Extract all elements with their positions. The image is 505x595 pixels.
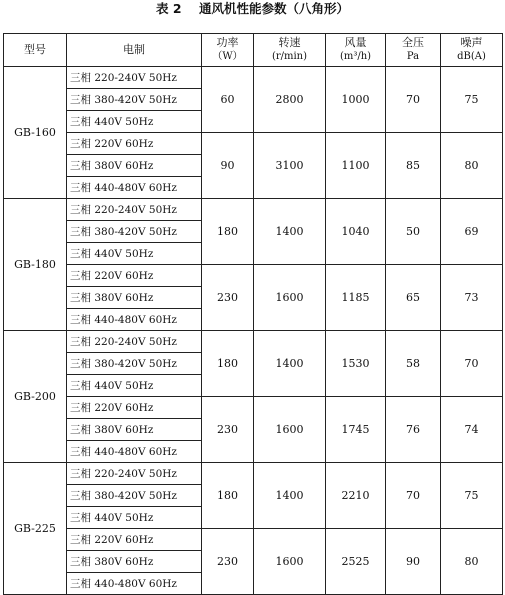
electrical-cell: 三相 440V 50Hz: [67, 243, 202, 265]
power-cell: 230: [202, 529, 254, 595]
table-row: [4, 529, 503, 551]
electrical-cell: 三相 380-420V 50Hz: [67, 89, 202, 111]
noise-cell: 69: [441, 199, 503, 265]
model-cell: GB-160: [4, 67, 67, 199]
electrical-cell: 三相 220-240V 50Hz: [67, 199, 202, 221]
pressure-cell: 76: [386, 397, 441, 463]
pressure-cell: 50: [386, 199, 441, 265]
pressure-cell: 90: [386, 529, 441, 595]
header-speed-label: 转速: [278, 36, 301, 49]
electrical-cell: 三相 380V 60Hz: [67, 155, 202, 177]
airflow-cell: 2525: [326, 529, 386, 595]
electrical-cell: 三相 380-420V 50Hz: [67, 485, 202, 507]
header-noise: [441, 34, 503, 67]
electrical-cell: 三相 440V 50Hz: [67, 111, 202, 133]
electrical-cell: 三相 380V 60Hz: [67, 551, 202, 573]
power-cell: 230: [202, 397, 254, 463]
airflow-cell: 1530: [326, 331, 386, 397]
electrical-cell: 三相 220-240V 50Hz: [67, 463, 202, 485]
noise-cell: 75: [441, 463, 503, 529]
header-airflow: [326, 34, 386, 67]
header-pressure-unit: Pa: [406, 51, 420, 62]
speed-cell: 2800: [254, 67, 326, 133]
header-row: [4, 34, 503, 67]
electrical-cell: 三相 220-240V 50Hz: [67, 67, 202, 89]
speed-cell: 1400: [254, 463, 326, 529]
power-cell: 180: [202, 331, 254, 397]
speed-cell: 1400: [254, 199, 326, 265]
header-noise-unit: dB(A): [457, 51, 486, 62]
header-model: 型号: [4, 34, 67, 67]
electrical-cell: 三相 380-420V 50Hz: [67, 221, 202, 243]
electrical-cell: 三相 380V 60Hz: [67, 287, 202, 309]
electrical-cell: 三相 220-240V 50Hz: [67, 331, 202, 353]
airflow-cell: 1040: [326, 199, 386, 265]
pressure-cell: 70: [386, 463, 441, 529]
power-cell: 230: [202, 265, 254, 331]
speed-cell: 1600: [254, 529, 326, 595]
pressure-cell: 70: [386, 67, 441, 133]
speed-cell: 1600: [254, 397, 326, 463]
electrical-cell: 三相 440V 50Hz: [67, 507, 202, 529]
electrical-cell: 三相 220V 60Hz: [67, 265, 202, 287]
speed-cell: 1400: [254, 331, 326, 397]
pressure-cell: 85: [386, 133, 441, 199]
header-noise-label: 噪声: [460, 36, 483, 49]
table-row: [4, 133, 503, 155]
table-row: [4, 67, 503, 89]
table-row: [4, 265, 503, 287]
noise-cell: 75: [441, 67, 503, 133]
electrical-cell: 三相 220V 60Hz: [67, 529, 202, 551]
airflow-cell: 1185: [326, 265, 386, 331]
airflow-cell: 2210: [326, 463, 386, 529]
header-airflow-unit: (m³/h): [339, 51, 372, 62]
header-power: [202, 34, 254, 67]
electrical-cell: 三相 440-480V 60Hz: [67, 441, 202, 463]
electrical-cell: 三相 440-480V 60Hz: [67, 573, 202, 595]
model-cell: GB-180: [4, 199, 67, 331]
header-speed: [254, 34, 326, 67]
electrical-cell: 三相 440-480V 60Hz: [67, 309, 202, 331]
pressure-cell: 65: [386, 265, 441, 331]
model-cell: GB-200: [4, 331, 67, 463]
header-pressure: [386, 34, 441, 67]
table-row: [4, 463, 503, 485]
power-cell: 90: [202, 133, 254, 199]
electrical-cell: 三相 440-480V 60Hz: [67, 177, 202, 199]
header-power-unit: （W）: [212, 51, 243, 62]
header-airflow-label: 风量: [344, 36, 367, 49]
model-cell: GB-225: [4, 463, 67, 595]
table-body: [4, 67, 503, 595]
airflow-cell: 1100: [326, 133, 386, 199]
power-cell: 180: [202, 463, 254, 529]
electrical-cell: 三相 220V 60Hz: [67, 133, 202, 155]
table-caption: 表 2 通风机性能参数（八角形）: [156, 1, 349, 16]
fan-performance-table: [3, 33, 503, 595]
airflow-cell: 1000: [326, 67, 386, 133]
electrical-cell: 三相 220V 60Hz: [67, 397, 202, 419]
electrical-cell: 三相 380V 60Hz: [67, 419, 202, 441]
table-row: [4, 331, 503, 353]
table-row: [4, 199, 503, 221]
power-cell: 180: [202, 199, 254, 265]
header-electrical: 电制: [67, 34, 202, 67]
airflow-cell: 1745: [326, 397, 386, 463]
power-cell: 60: [202, 67, 254, 133]
noise-cell: 73: [441, 265, 503, 331]
electrical-cell: 三相 380-420V 50Hz: [67, 353, 202, 375]
pressure-cell: 58: [386, 331, 441, 397]
header-speed-unit: (r/min): [271, 51, 308, 62]
noise-cell: 80: [441, 133, 503, 199]
header-power-label: 功率: [216, 36, 239, 49]
noise-cell: 74: [441, 397, 503, 463]
table-row: [4, 397, 503, 419]
header-pressure-label: 全压: [402, 36, 424, 49]
noise-cell: 80: [441, 529, 503, 595]
electrical-cell: 三相 440V 50Hz: [67, 375, 202, 397]
speed-cell: 3100: [254, 133, 326, 199]
speed-cell: 1600: [254, 265, 326, 331]
noise-cell: 70: [441, 331, 503, 397]
